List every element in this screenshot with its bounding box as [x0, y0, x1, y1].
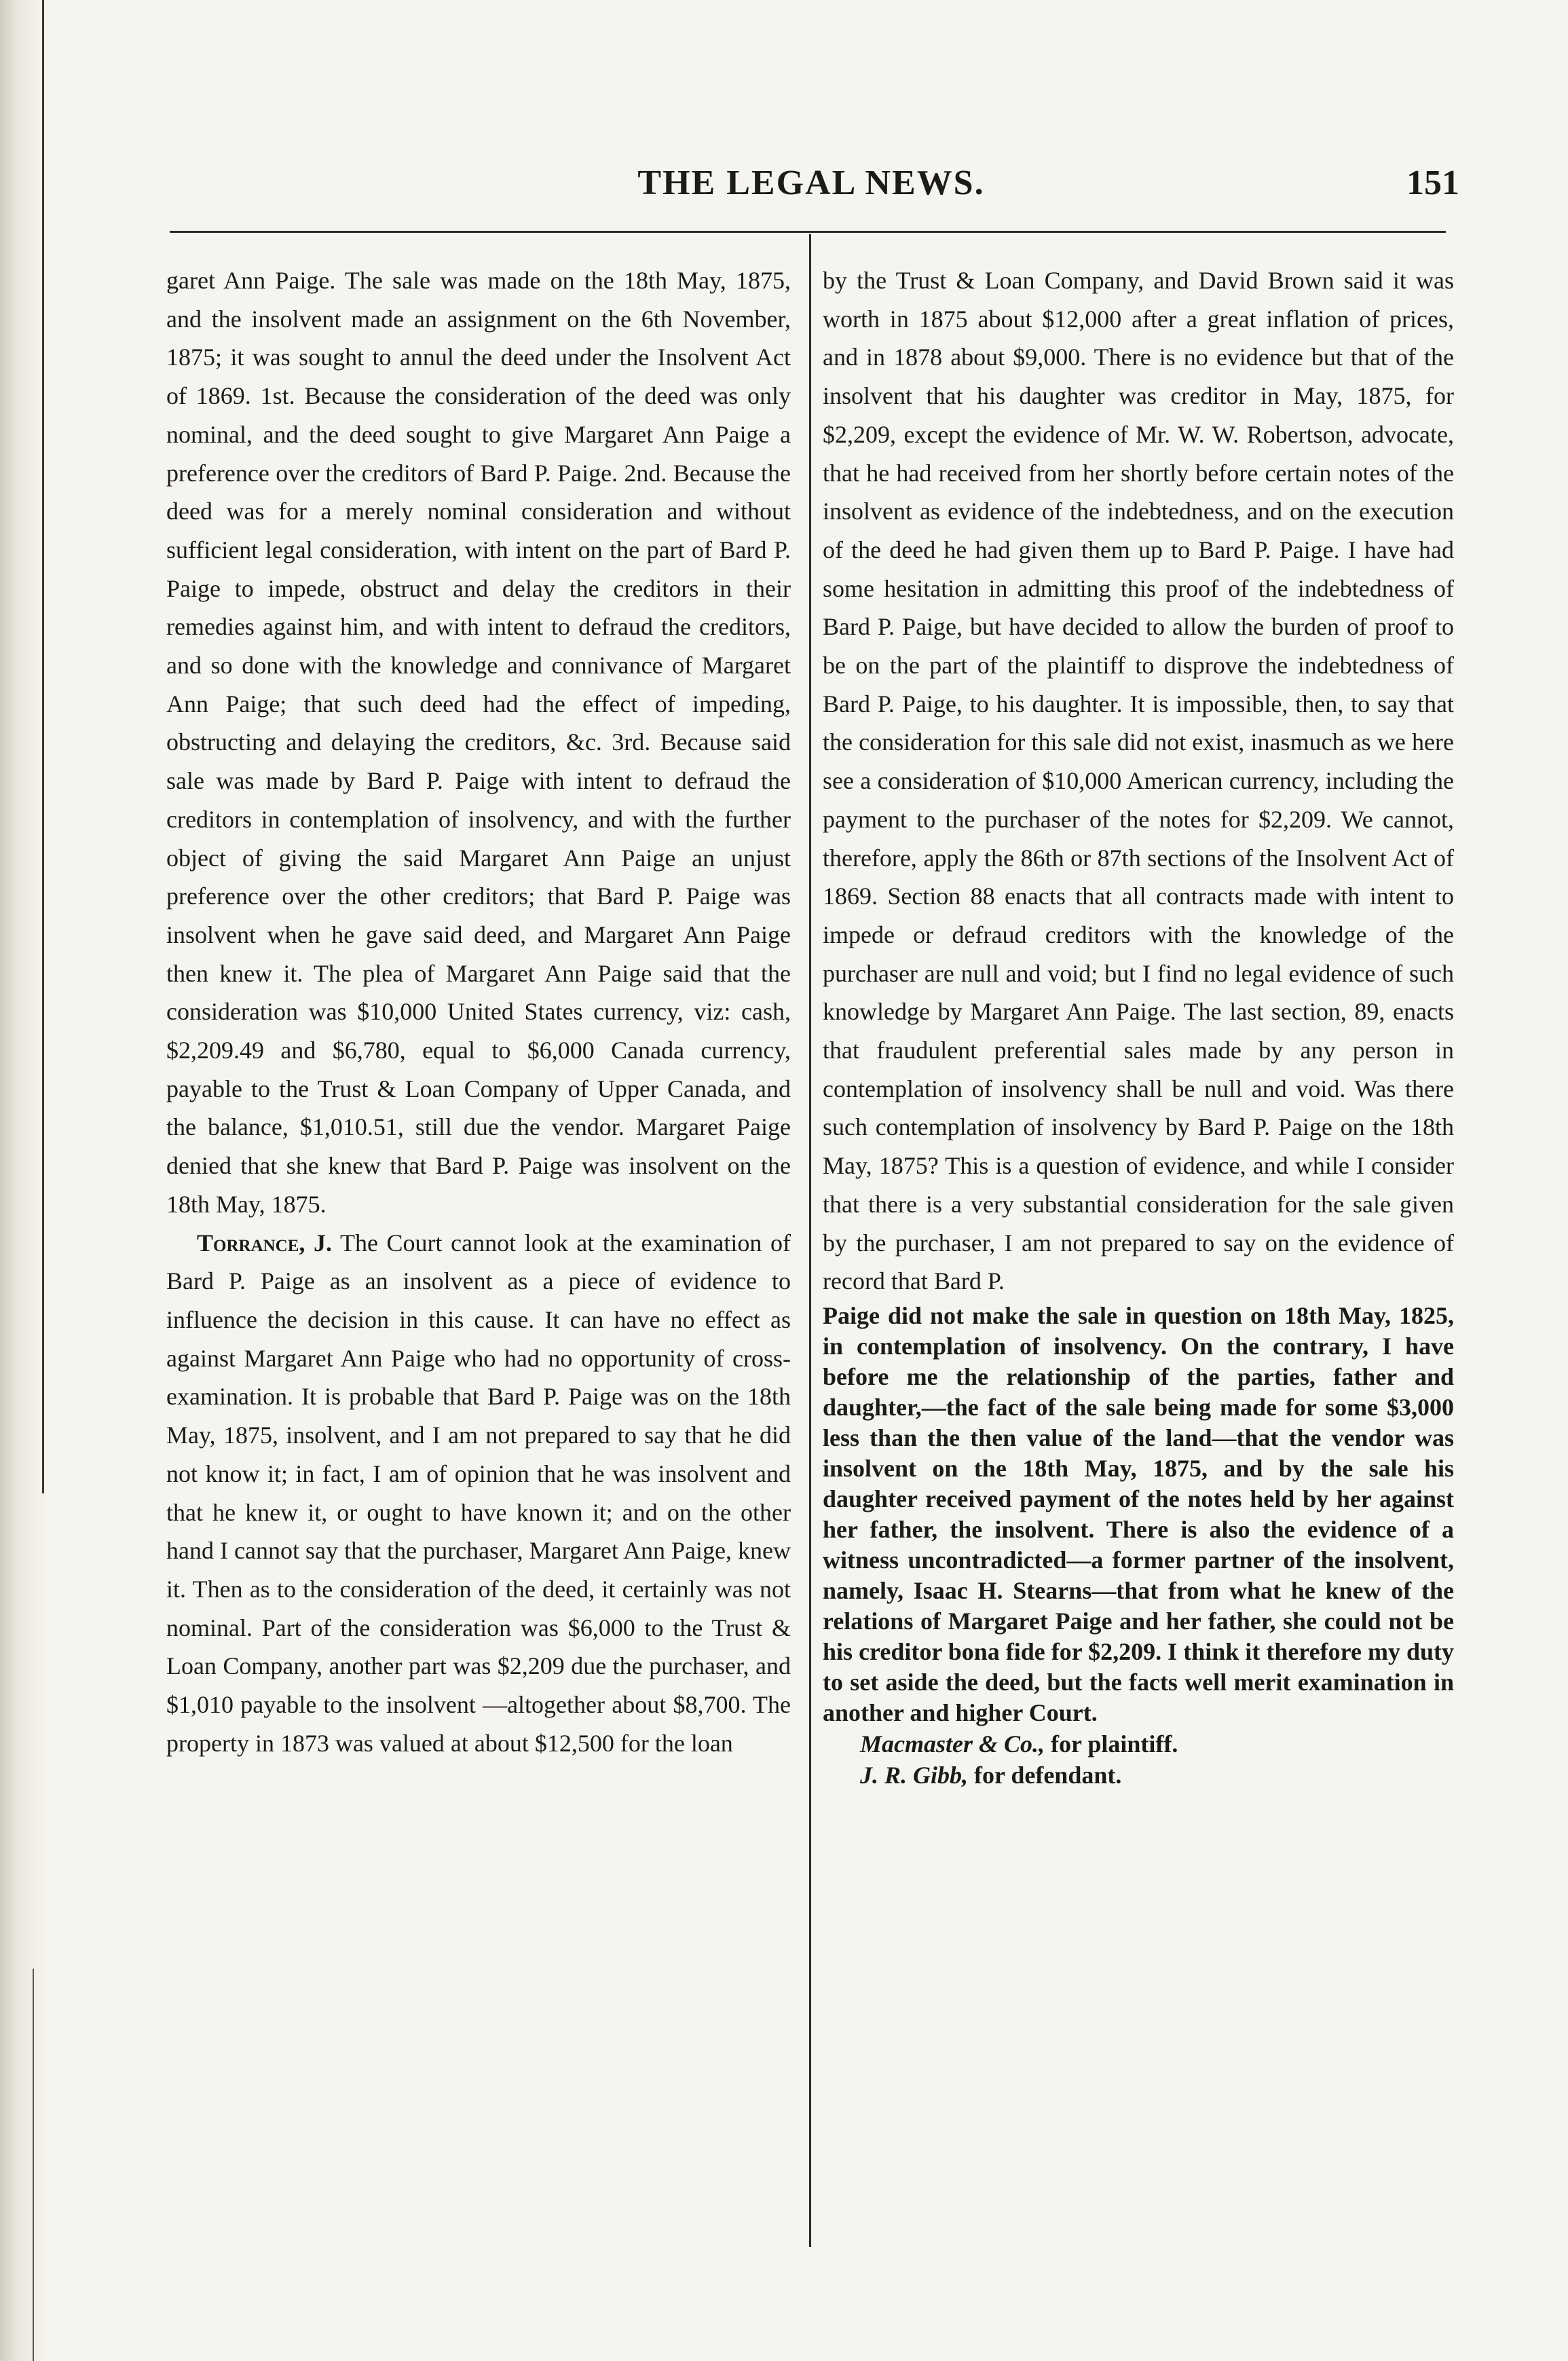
counsel-plaintiff-name: Macmaster & Co.,	[860, 1730, 1045, 1758]
page-header	[163, 163, 1459, 224]
left-paragraph-1: garet Ann Paige. The sale was made on the 18th May, 1875, and the insolvent made an assignment on the 6th November, 1875; it was sought to annul the deed under the Insolvent Act of 1869. 1st. Because the consideration of the deed was only nominal, and the deed sought to give Margaret Ann Paige a preference over the creditors of Bard P. Paige. 2nd. Because the deed was for a merely nominal consideration and without sufficient legal consideration, with intent on the part of Bard P. Paige to impede, obstruct and delay the creditors in their remedies against him, and with intent to defraud the creditors, and so done with the knowledge and connivance of Margaret Ann Paige; that such deed had the effect of impeding, obstructing and delaying the creditors, &c. 3rd. Because said sale was made by Bard P. Paige with intent to defraud the creditors in contemplation of insolvency, and with the further object of giving the said Margaret Ann Paige an unjust preference over the other creditors; that Bard P. Paige was insolvent when he gave said deed, and Margaret Ann Paige then knew it. The plea of Margaret Ann Paige said that the consideration was $10,000 United States currency, viz: cash, $2,209.49 and $6,780, equal to $6,000 Canada currency, payable to the Trust & Loan Company of Upper Canada, and the balance, $1,010.51, still due the vendor. Margaret Paige denied that she knew that Bard P. Paige was insolvent on the 18th May, 1875.	[166, 267, 791, 1218]
left-column	[166, 261, 791, 1762]
page-binding-edge	[0, 0, 48, 2361]
binding-line-lower	[33, 1969, 34, 2361]
journal-title: THE LEGAL NEWS.	[637, 164, 985, 202]
right-paragraph-1-continued: Paige did not make the sale in question on 18th May, 1825, in contemplation of insolvency. On the contrary, I have before me the relationship of the parties, father and daughter,—the fact of the sale being made for some $3,000 less than the then value of the land—that the vendor was insolvent on the 18th May, 1875, and by the sale his daughter received payment of the notes held by her against her father, the insolvent. There is also the evidence of a witness uncontradicted—a former partner of the insolvent, namely, Isaac H. Stearns—that from what he knew of the relations of Margaret Paige and her father, she could not be his creditor bona fide for $2,209. I think it therefore my duty to set aside the deed, but the facts well merit examination in another and higher Court.	[823, 1301, 1454, 1726]
counsel-defendant	[823, 1760, 1454, 1791]
right-paragraph-1: by the Trust & Loan Company, and David Brown said it was worth in 1875 about $12,000 after a great inflation of prices, and in 1878 about $9,000. There is no evidence but that of the insolvent that his daughter was creditor in May, 1875, for $2,209, except the evidence of Mr. W. W. Robertson, advocate, that he had received from her shortly before certain notes of the insolvent as evidence of the indebtedness, and on the execution of the deed he had given them up to Bard P. Paige. I have had some hesitation in admitting this proof of the indebtedness of Bard P. Paige, but have decided to allow the burden of proof to be on the part of the plaintiff to disprove the indebtedness of Bard P. Paige, to his daughter. It is impossible, then, to say that the consideration for this sale did not exist, inasmuch as we here see a consideration of $10,000 American currency, including the payment to the purchaser of the notes for $2,209. We cannot, therefore, apply the 86th or 87th sections of the Insolvent Act of 1869. Section 88 enacts that all contracts made with intent to impede or defraud creditors with the knowledge of the purchaser are null and void; but I find no legal evidence of such knowledge by Margaret Ann Paige. The last section, 89, enacts that fraudulent preferential sales made by any person in contemplation of insolvency shall be null and void. Was there such contemplation of insolvency by Bard P. Paige on the 18th May, 1875? This is a question of evidence, and while I consider that there is a very substantial consideration for the sale given by the purchaser, I am not prepared to say on the evidence of record that Bard P.	[823, 267, 1454, 1295]
header-rule	[170, 231, 1446, 233]
left-paragraph-2	[166, 1224, 791, 1763]
counsel-plaintiff-role: for plaintiff.	[1045, 1730, 1178, 1758]
binding-line	[42, 0, 44, 1493]
counsel-defendant-name: J. R. Gibb,	[860, 1761, 969, 1789]
judge-name: Torrance, J.	[197, 1229, 333, 1257]
page-number: 151	[1406, 164, 1459, 202]
counsel-plaintiff	[823, 1728, 1454, 1760]
column-divider	[809, 234, 811, 2247]
left-paragraph-2-text: The Court cannot look at the examination of Bard P. Paige as an insolvent as a piece of evidence to influence the decision in this cause. It can have no effect as against Margaret Ann Paige who had no opportunity of cross-examination. It is probable that Bard P. Paige was on the 18th May, 1875, insolvent, and I am not prepared to say that he did not know it; in fact, I am of opinion that he was insolvent and that he knew it, or ought to have known it; and on the other hand I cannot say that the purchaser, Margaret Ann Paige, knew it. Then as to the consideration of the deed, it certainly was not nominal. Part of the consideration was $6,000 to the Trust & Loan Company, another part was $2,209 due the purchaser, and $1,010 payable to the insolvent —altogether about $8,700. The property in 1873 was valued at about $12,500 for the loan	[166, 1229, 791, 1757]
counsel-defendant-role: for defendant.	[968, 1761, 1122, 1789]
right-column	[823, 261, 1454, 1791]
